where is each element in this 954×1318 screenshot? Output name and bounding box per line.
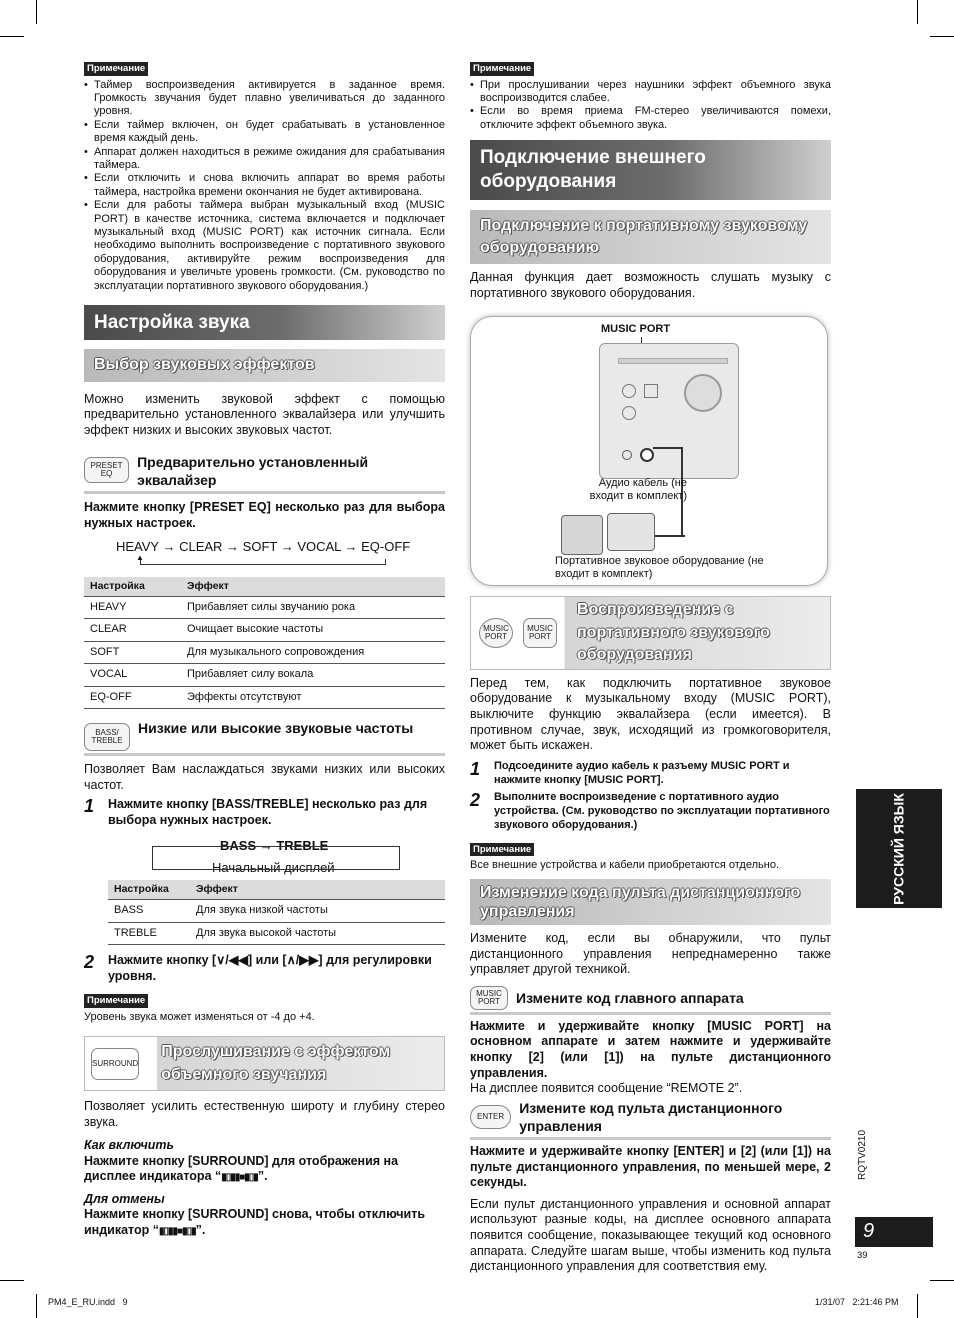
table-header: Эффект — [190, 880, 445, 899]
language-tab — [856, 789, 942, 908]
note-text: Уровень звука может изменяться от -4 до +4. — [84, 1010, 315, 1023]
unit-jack — [622, 450, 632, 460]
page-number: 9 — [855, 1217, 933, 1247]
table-row — [84, 596, 445, 618]
right-column — [470, 60, 831, 1275]
table-cell: SOFT — [84, 641, 181, 663]
language-tab-label: РУССКИЙ ЯЗЫК — [890, 793, 907, 905]
connection-figure — [470, 316, 828, 586]
crop-mark — [0, 36, 24, 37]
table-cell: Для звука низкой частоты — [190, 900, 445, 922]
unit-display — [618, 358, 728, 364]
table-cell: Очищает высокие частоты — [181, 619, 445, 641]
table-header: Настройка — [84, 577, 181, 596]
note-tag: Примечание — [84, 994, 148, 1008]
cable-label: Аудио кабель (не входит в комплект) — [589, 476, 687, 503]
crop-mark — [930, 1280, 954, 1281]
surround-on-text — [84, 1154, 445, 1185]
crop-mark — [917, 0, 918, 24]
table-cell: TREBLE — [108, 922, 190, 944]
surround-title: Прослушивание с эффектом объемного звучания — [161, 1043, 391, 1083]
bass-treble-table — [108, 880, 445, 945]
section-title-external: Подключение внешнего оборудования — [470, 140, 831, 200]
cycle-box — [152, 846, 400, 870]
surround-off-instruction: Нажмите кнопку [SURROUND] снова, чтобы отключить индикатор “ — [84, 1207, 426, 1237]
effects-intro: Можно изменить звуковой эффект с помощью предварительно установленного эквалайзера или улучшить эффект низких и высоких звуковых частот. — [84, 391, 445, 437]
preset-table — [84, 577, 445, 709]
bass-treble-heading — [84, 719, 445, 756]
unit-button — [644, 384, 658, 398]
preset-eq-instruction: Нажмите кнопку [PRESET EQ] несколько раз для выбора нужных настроек. — [84, 499, 445, 530]
table-cell: BASS — [108, 900, 190, 922]
playback-heading — [470, 596, 831, 670]
playback-step-2 — [470, 791, 831, 832]
table-cell: CLEAR — [84, 619, 181, 641]
table-row — [84, 641, 445, 663]
note-text: Все внешние устройства и кабели приобретаются отдельно. — [470, 859, 780, 872]
crop-mark — [36, 1294, 37, 1318]
footer-file: PM4_E_RU.indd 9 — [48, 1297, 128, 1307]
music-port-button-icon: MUSIC PORT — [470, 986, 508, 1010]
bass-treble-intro: Позволяет Вам наслаждаться звуками низких или высоких частот. — [84, 761, 445, 792]
table-cell: Для музыкального сопровождения — [181, 641, 445, 663]
bass-note — [84, 992, 445, 1024]
preset-eq-button-icon: PRESET EQ — [84, 457, 129, 483]
list-item: • При прослушивании через наушники эффект объемного звука воспроизводится слабее. — [470, 79, 831, 106]
list-item: • Таймер воспроизведения активируется в заданное время. Громкость звучания будет плавно увеличиваться до заданного уровня. — [84, 79, 445, 119]
step-number: 1 — [470, 758, 481, 779]
preset-sequence: HEAVY → CLEAR → SOFT → VOCAL → EQ-OFF — [116, 539, 411, 555]
table-cell: Прибавляет силу вокала — [181, 664, 445, 686]
playback-note — [470, 841, 831, 873]
list-item: • Если во время приема FM-стерео увеличиваются помехи, отключите эффект объемного звука. — [470, 105, 831, 132]
music-port-jack — [640, 448, 654, 462]
quote-end: ”. — [195, 1222, 206, 1237]
remote-code-title: Измените код пульта дистанционного управления — [519, 1099, 783, 1134]
surround-on-label: Как включить — [84, 1138, 174, 1153]
main-code-title: Измените код главного аппарата — [516, 989, 744, 1006]
bass-treble-title: Низкие или высокие звуковые частоты — [138, 719, 414, 736]
surround-indicator-icon: ▮▯▮▮■▮▯▮ — [221, 1171, 258, 1183]
surround-off-label: Для отмены — [84, 1192, 165, 1207]
section-title-sound: Настройка звука — [84, 305, 445, 340]
bass-treble-button-icon: BASS/ TREBLE — [84, 723, 130, 751]
bass-treble-diagram — [84, 834, 445, 878]
table-cell: VOCAL — [84, 664, 181, 686]
subsection-title-portable: Подключение к портативному звуковому оборудованию — [470, 210, 831, 265]
table-row — [108, 900, 445, 922]
portable-device-image — [561, 515, 603, 555]
table-cell: Прибавляет силы звучанию рока — [181, 596, 445, 618]
page-small-number: 39 — [857, 1250, 868, 1261]
timer-notes — [84, 79, 445, 294]
cycle-arrow — [140, 559, 386, 565]
music-port-button-icon: MUSIC PORT — [479, 618, 513, 648]
table-row — [84, 686, 445, 708]
table-cell: Для звука высокой частоты — [190, 922, 445, 944]
remote-code-text: Если пульт дистанционного управления и основной аппарат используют разные коды, на дисплее основного аппарата появится сообщение, показывающее текущий код основного аппарата. Следуйте шагам выше, чтобы изменить код пульта дистанционного управления для соответствия ему. — [470, 1196, 831, 1274]
unit-button — [622, 406, 636, 420]
table-cell: EQ-OFF — [84, 686, 181, 708]
list-item: • Если таймер включен, он будет срабатывать в установленное время каждый день. — [84, 119, 445, 146]
left-column — [84, 60, 445, 1238]
playback-intro: Перед тем, как подключить портативное звуковое оборудование к музыкальному входу (MUSIC PORT), выключите функцию эквалайзера (если имеется). В противном случае, звук, исходящий из громкоговорителя, может быть искажен. — [470, 675, 831, 753]
crop-mark — [36, 0, 37, 24]
list-item: • Если для работы таймера выбран музыкальный вход (MUSIC PORT) в качестве источника, система включается и подключает музыкальный вход (MUSIC PORT) как источник сигнала. Если необходимо выполнить воспроизведение с портативного звукового оборудования, активируйте режим воспроизведения для оборудования и увеличьте уровень громкости. (См. руководство по эксплуатации портативного звукового оборудования.) — [84, 199, 445, 293]
table-row — [84, 619, 445, 641]
step-text: Нажмите кнопку [∨/◀◀] или [∧/▶▶] для регулировки уровня. — [108, 953, 432, 983]
remote-code-instruction: Нажмите и удерживайте кнопку [ENTER] и [2] (или [1]) на пульте дистанционного управления, по меньшей мере, 2 секунды. — [470, 1143, 831, 1190]
remote-intro: Измените код, если вы обнаружили, что пульт дистанционного управления непреднамеренно также управляет другой техникой. — [470, 930, 831, 977]
table-cell: HEAVY — [84, 596, 181, 618]
subsection-title-effects: Выбор звуковых эффектов — [84, 349, 445, 381]
main-code-heading — [470, 986, 831, 1015]
subsection-title-remote: Изменение кода пульта дистанционного управления — [470, 879, 831, 925]
note-tag: Примечание — [470, 843, 534, 857]
surround-heading — [84, 1036, 445, 1091]
playback-step-1 — [470, 760, 831, 788]
note-tag: Примечание — [470, 62, 534, 76]
arrow-up-icon: ▲ — [136, 553, 144, 563]
device-label: Портативное звуковое оборудование (не входит в комплект) — [555, 554, 764, 581]
list-item: • Аппарат должен находиться в режиме ожидания для срабатывания таймера. — [84, 146, 445, 173]
portable-device-image — [607, 513, 655, 551]
step-text: Нажмите кнопку [BASS/TREBLE] несколько раз для выбора нужных настроек. — [108, 797, 428, 827]
main-code-result: На дисплее появится сообщение “REMOTE 2”. — [470, 1081, 743, 1096]
step-text: Выполните воспроизведение с портативного аудио устройства. (См. руководство по эксплуатации портативного звукового оборудования.) — [494, 791, 830, 831]
surround-intro: Позволяет усилить естественную широту и глубину стерео звука. — [84, 1099, 445, 1129]
table-row — [108, 922, 445, 944]
table-header: Настройка — [108, 880, 190, 899]
step-number: 1 — [84, 796, 95, 817]
bass-treble-sequence: BASS → TREBLE — [220, 838, 329, 854]
surround-off-text — [84, 1207, 445, 1238]
doc-code: RQTV0210 — [857, 1129, 868, 1180]
surround-notes — [470, 79, 831, 133]
list-item: • Если отключить и снова включить аппарат во время работы таймера, настройка времени окончания не будет активирована. — [84, 172, 445, 199]
preset-sequence-diagram — [84, 539, 445, 569]
footer-timestamp: 1/31/07 2:21:46 PM — [815, 1297, 899, 1307]
step-number: 2 — [84, 952, 95, 973]
initial-display-label: Начальный дисплей — [212, 860, 335, 876]
bass-step-2 — [84, 953, 445, 984]
table-cell: Эффекты отсутствуют — [181, 686, 445, 708]
preset-eq-heading — [84, 453, 445, 494]
portable-intro: Данная функция дает возможность слушать музыку с портативного звукового оборудования. — [470, 270, 831, 301]
quote-end: ”. — [257, 1168, 268, 1183]
surround-button-icon: SURROUND — [91, 1048, 139, 1080]
step-text: Подсоедините аудио кабель к разъему MUSIC PORT и нажмите кнопку [MUSIC PORT]. — [494, 759, 790, 786]
enter-button-icon: ENTER — [470, 1105, 511, 1129]
crop-mark — [0, 1280, 24, 1281]
remote-code-heading — [470, 1099, 831, 1140]
surround-on-instruction: Нажмите кнопку [SURROUND] для отображения на дисплее индикатора “ — [84, 1153, 399, 1183]
surround-indicator-icon: ▮▯▮▮■▮▯▮ — [159, 1225, 196, 1237]
preset-eq-title: Предварительно установленный эквалайзер — [137, 453, 369, 488]
table-row — [84, 664, 445, 686]
crop-mark — [930, 36, 954, 37]
step-number: 2 — [470, 790, 481, 811]
main-code-instruction: Нажмите и удерживайте кнопку [MUSIC PORT] на основном аппарате и затем нажмите и удерживайте кнопку [2] (или [1]) на пульте дистанционного управления. — [470, 1018, 831, 1080]
crop-mark — [917, 1294, 918, 1318]
volume-knob — [684, 374, 722, 412]
bass-step-1 — [84, 797, 445, 828]
note-tag: Примечание — [84, 62, 148, 76]
unit-button — [622, 384, 636, 398]
playback-title: Воспроизведение с портативного звукового оборудования — [577, 601, 770, 663]
music-port-remote-icon: MUSIC PORT — [523, 618, 557, 648]
table-header: Эффект — [181, 577, 445, 596]
music-port-label: MUSIC PORT — [601, 322, 671, 335]
